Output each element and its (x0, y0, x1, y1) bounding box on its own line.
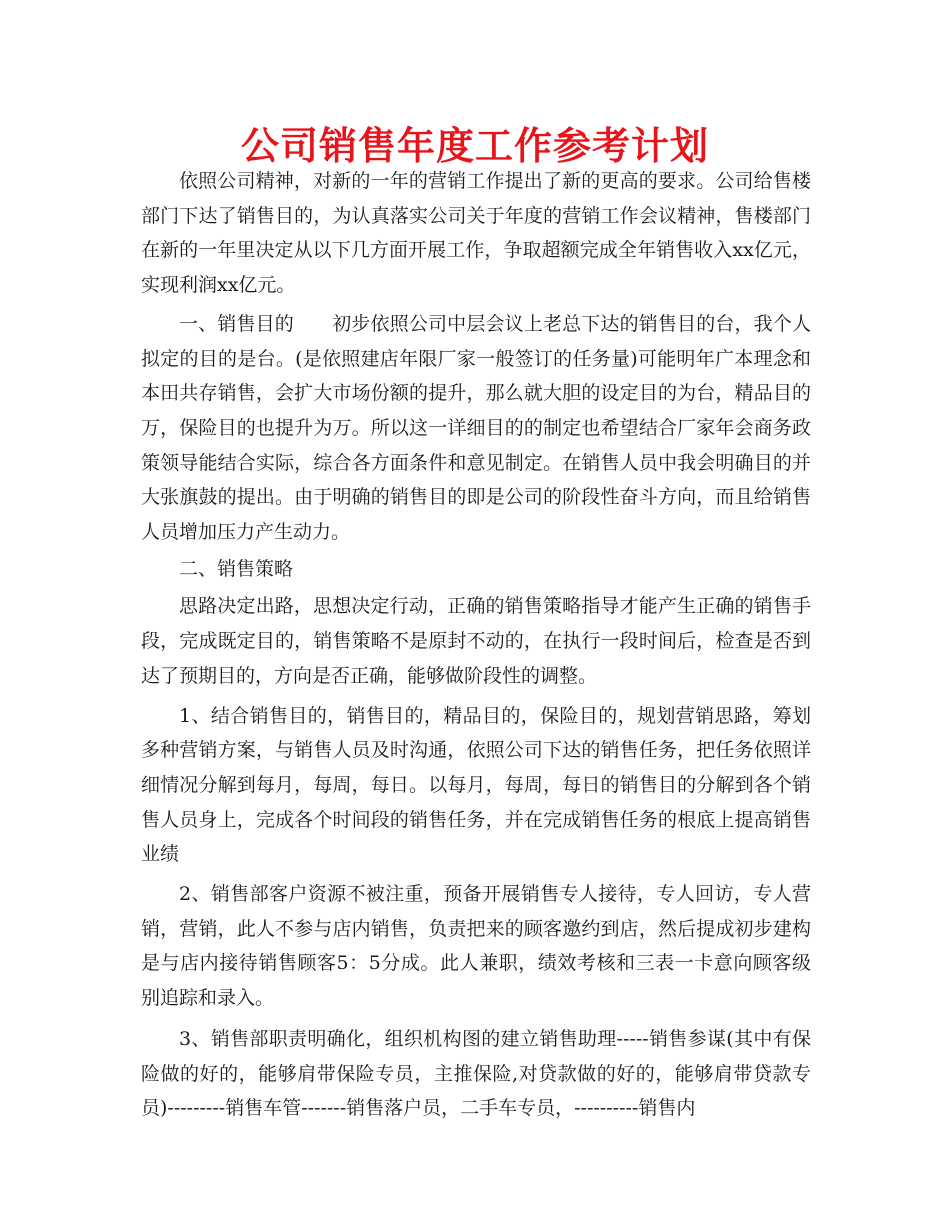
paragraph-sales-target: 一、销售目的 初步依照公司中层会议上老总下达的销售目的台，我个人拟定的目的是台。(是依照建店年限厂家一般签订的任务量)可能明年广本理念和本田共存销售，会扩大市场份额的提升，那么就大胆的设定目的为台，精品目的万，保险目的也提升为万。所以这一详细目的的制定也希望结合厂家年会商务政策领导能结合实际，综合各方面条件和意见制定。在销售人员中我会明确目的并大张旗鼓的提出。由于明确的销售目的即是公司的阶段性奋斗方向，而且给销售人员增加压力产生动力。 (141, 312, 811, 544)
paragraph-strategy-overview: 思路决定出路，思想决定行动，正确的销售策略指导才能产生正确的销售手段，完成既定目的，销售策略不是原封不动的，在执行一段时间后，检查是否到达了预期目的，方向是否正确，能够做阶段性的调整。 (141, 595, 811, 687)
paragraph-item-3: 3、销售部职责明确化，组织机构图的建立销售助理-----销售参谋(其中有保险做的好的，能够肩带保险专员，主推保险,对贷款做的好的，能够肩带贷款专员)---------销售车管-------销售落户员，二手车专员，----------销售内 (141, 1027, 811, 1120)
paragraph-item-1: 1、结合销售目的，销售目的，精品目的，保险目的，规划营销思路，筹划多种营销方案，与销售人员及时沟通，依照公司下达的销售任务，把任务依照详细情况分解到每月，每周，每日。以每月，每周，每日的销售目的分解到各个销售人员身上，完成各个时间段的销售任务，并在完成销售任务的根底上提高销售业绩 (141, 704, 811, 866)
paragraph-sales-strategy-heading: 二、销售策略 (179, 557, 294, 580)
paragraph-item-2: 2、销售部客户资源不被注重，预备开展销售专人接待，专人回访，专人营销，营销，此人不参与店内销售，负责把来的顾客邀约到店，然后提成初步建构是与店内接待销售顾客5：5分成。此人兼职，绩效考核和三表一卡意向顾客级别追踪和录入。 (141, 883, 811, 1010)
document-title: 公司销售年度工作参考计划 (240, 124, 709, 168)
document-body (141, 164, 811, 1126)
paragraph-intro: 依照公司精神，对新的一年的营销工作提出了新的更高的要求。公司给售楼部门下达了销售目的，为认真落实公司关于年度的营销工作会议精神，售楼部门在新的一年里决定从以下几方面开展工作，争取超额完成全年销售收入xx亿元，实现利润xx亿元。 (141, 170, 811, 297)
